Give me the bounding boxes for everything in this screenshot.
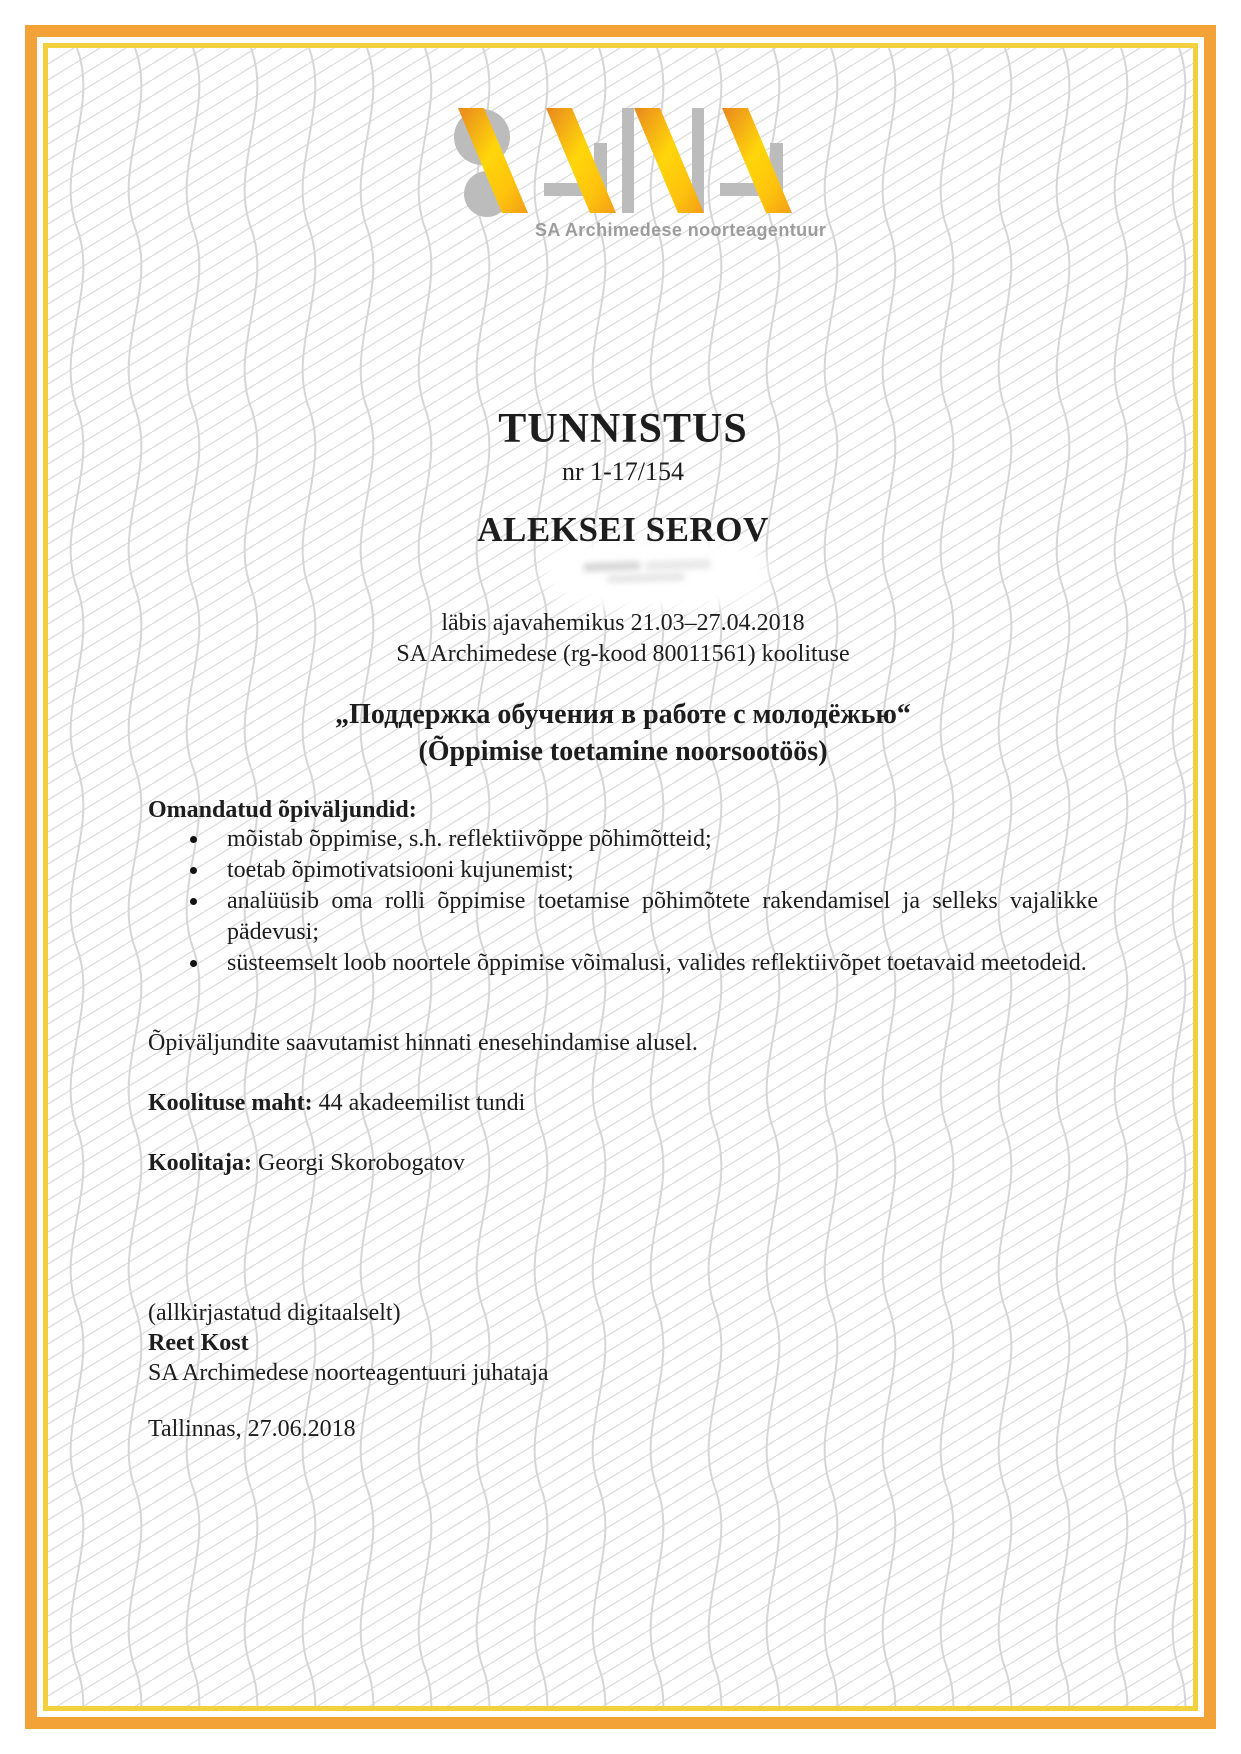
- course-volume: [148, 1090, 1098, 1117]
- outcome-text: toetab õpimotivatsiooni kujunemist;: [227, 857, 574, 883]
- outcomes-list: [148, 824, 1098, 979]
- sana-logo: [440, 95, 820, 220]
- erased-text-smudge: [555, 548, 755, 598]
- course-title-estonian: (Õppimise toetamine noorsootöös): [418, 736, 828, 767]
- signatory-title: SA Archimedese noorteagentuuri juhataja: [148, 1360, 549, 1386]
- trainer-label: Koolitaja:: [148, 1150, 252, 1176]
- outcome-item: [148, 855, 1098, 886]
- signature-block: [148, 1298, 1098, 1388]
- certificate-number: nr 1-17/154: [561, 457, 685, 486]
- bullet-icon: [190, 960, 197, 967]
- trainer-value: Georgi Skorobogatov: [251, 1150, 465, 1176]
- intro-line2: SA Archimedese (rg-kood 80011561) koolituse: [396, 641, 850, 667]
- outcomes-heading: Omandatud õpiväljundid:: [148, 797, 417, 823]
- place-and-date: Tallinnas, 27.06.2018: [148, 1416, 356, 1442]
- volume-value: 44 akadeemilist tundi: [312, 1090, 526, 1116]
- outcome-item: [148, 824, 1098, 855]
- course-title-russian: „Поддержка обучения в работе с молодёжью“: [335, 699, 911, 730]
- bullet-icon: [190, 836, 197, 843]
- outcome-text: mõistab õppimise, s.h. reflektiivõppe põhimõtteid;: [227, 826, 712, 852]
- outcome-text: analüüsib oma rolli õppimise toetamise põhimõtete rakendamisel ja selleks vajalikke pädevusi;: [227, 888, 1098, 945]
- trainer: [148, 1150, 1098, 1177]
- course-title: [148, 696, 1098, 770]
- intro-line1: läbis ajavahemikus 21.03–27.04.2018: [441, 610, 805, 636]
- digital-signature-note: (allkirjastatud digitaalselt): [148, 1300, 401, 1326]
- recipient-name: ALEKSEI SEROV: [477, 510, 769, 549]
- smudge-mark: [645, 559, 711, 571]
- sana-logo-graphic: [440, 95, 820, 220]
- certificate-title: TUNNISTUS: [498, 406, 748, 452]
- bullet-icon: [190, 898, 197, 905]
- logo-caption: SA Archimedese noorteagentuur: [535, 220, 827, 240]
- outcome-text: süsteemselt loob noortele õppimise võimalusi, valides reflektiivõpet toetavaid meetodeid.: [227, 950, 1087, 976]
- smudge-mark: [583, 561, 641, 572]
- outcome-item: [148, 886, 1098, 948]
- signatory-name: Reet Kost: [148, 1330, 249, 1356]
- bullet-icon: [190, 867, 197, 874]
- outcome-item: [148, 948, 1098, 979]
- intro-text: [148, 608, 1098, 670]
- smudge-mark: [607, 573, 685, 584]
- volume-label: Koolituse maht:: [148, 1090, 313, 1116]
- assessment-note: Õpiväljundite saavutamist hinnati enesehindamise alusel.: [148, 1030, 698, 1056]
